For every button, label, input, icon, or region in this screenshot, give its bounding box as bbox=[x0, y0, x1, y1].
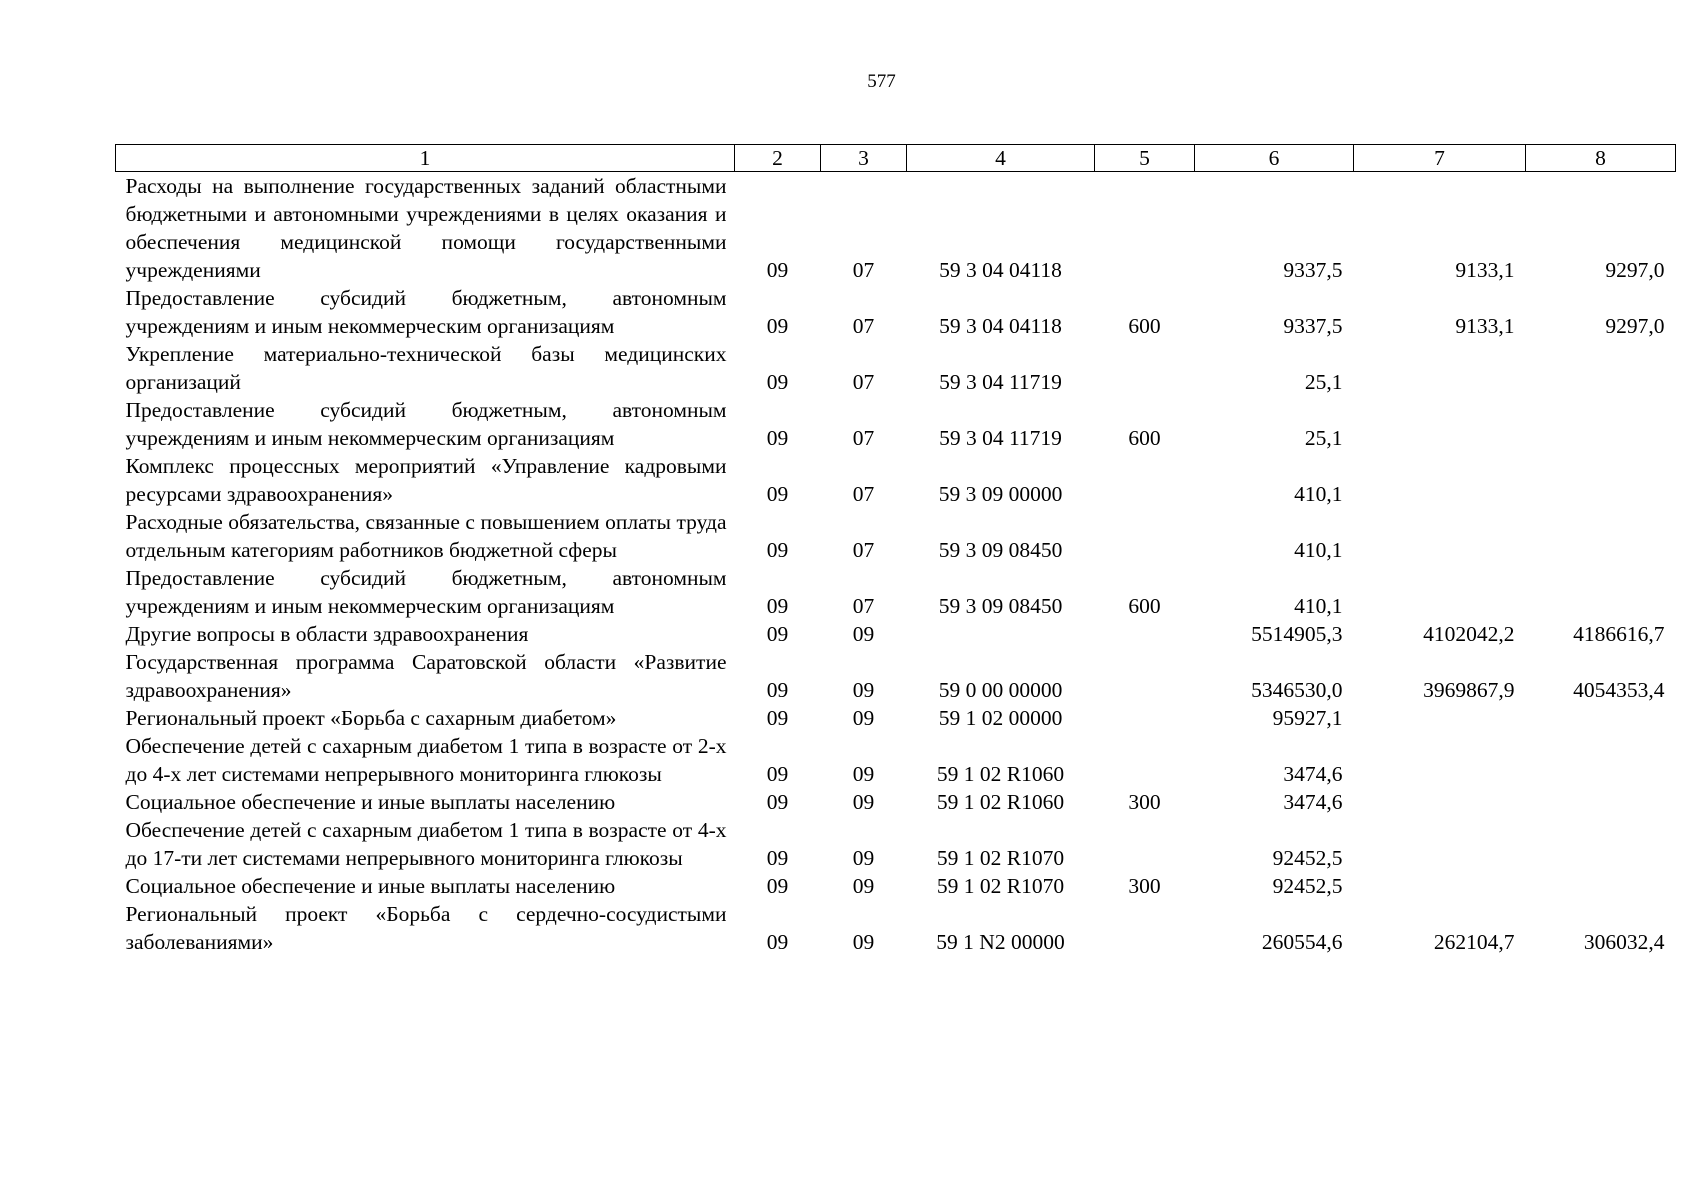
row-name: Региональный проект «Борьба с сердечно-сосудистыми заболеваниями» bbox=[125, 902, 727, 954]
row-target-article bbox=[907, 620, 1095, 648]
row-amount-col-8: 9297,0 bbox=[1605, 314, 1665, 338]
row-target-article: 59 1 02 R1060 bbox=[936, 762, 1065, 786]
row-target-article: 59 3 09 08450 bbox=[938, 594, 1063, 618]
row-target-article: 59 1 N2 00000 bbox=[936, 930, 1065, 954]
row-amount-col-7 bbox=[1354, 704, 1526, 732]
table-row bbox=[116, 452, 1676, 508]
row-subsection-code: 07 bbox=[852, 538, 875, 562]
row-amount-col-8: 4054353,4 bbox=[1573, 678, 1665, 702]
header-col-6: 6 bbox=[1195, 145, 1354, 172]
row-amount-col-6: 410,1 bbox=[1294, 482, 1343, 506]
row-section-code: 09 bbox=[766, 678, 789, 702]
row-expense-type: 300 bbox=[1128, 874, 1161, 898]
table-row bbox=[116, 284, 1676, 340]
row-target-article: 59 1 02 R1070 bbox=[936, 874, 1065, 898]
row-section-code: 09 bbox=[766, 594, 789, 618]
row-subsection-code: 07 bbox=[852, 314, 875, 338]
row-target-article: 59 3 04 11719 bbox=[939, 426, 1062, 450]
table-row bbox=[116, 508, 1676, 564]
row-subsection-code: 09 bbox=[852, 706, 875, 730]
row-amount-col-7: 9133,1 bbox=[1455, 314, 1515, 338]
row-section-code: 09 bbox=[766, 874, 789, 898]
row-expense-type bbox=[1095, 732, 1195, 788]
row-subsection-code: 07 bbox=[852, 594, 875, 618]
row-subsection-code: 09 bbox=[852, 846, 875, 870]
row-amount-col-6: 92452,5 bbox=[1272, 874, 1343, 898]
row-target-article: 59 3 09 00000 bbox=[938, 482, 1063, 506]
row-expense-type bbox=[1095, 340, 1195, 396]
row-target-article: 59 3 04 11719 bbox=[939, 370, 1062, 394]
table-body bbox=[116, 172, 1676, 957]
row-amount-col-7 bbox=[1354, 872, 1526, 900]
row-section-code: 09 bbox=[766, 706, 789, 730]
table-row bbox=[116, 648, 1676, 704]
row-amount-col-8: 306032,4 bbox=[1583, 930, 1665, 954]
row-expense-type bbox=[1095, 452, 1195, 508]
row-amount-col-8 bbox=[1526, 452, 1676, 508]
row-amount-col-6: 260554,6 bbox=[1261, 930, 1343, 954]
row-section-code: 09 bbox=[766, 622, 789, 646]
row-expense-type bbox=[1095, 816, 1195, 872]
row-amount-col-8: 4186616,7 bbox=[1573, 622, 1665, 646]
row-name: Региональный проект «Борьба с сахарным диабетом» bbox=[125, 706, 617, 730]
row-amount-col-7: 262104,7 bbox=[1433, 930, 1515, 954]
row-amount-col-6: 3474,6 bbox=[1283, 790, 1343, 814]
row-name: Расходы на выполнение государственных заданий областными бюджетными и автономными учреждениями в целях оказания и обеспечения медицинской помощи государственными учреждениями bbox=[125, 174, 727, 282]
table-row bbox=[116, 788, 1676, 816]
row-target-article: 59 1 02 R1070 bbox=[936, 846, 1065, 870]
row-amount-col-7: 3969867,9 bbox=[1423, 678, 1515, 702]
row-target-article: 59 3 09 08450 bbox=[938, 538, 1063, 562]
row-section-code: 09 bbox=[766, 538, 789, 562]
row-expense-type: 600 bbox=[1128, 426, 1161, 450]
row-name: Социальное обеспечение и иные выплаты населению bbox=[125, 874, 616, 898]
row-name: Предоставление субсидий бюджетным, автономным учреждениям и иным некоммерческим организациям bbox=[125, 398, 727, 450]
row-name: Другие вопросы в области здравоохранения bbox=[125, 622, 529, 646]
row-target-article: 59 1 02 R1060 bbox=[936, 790, 1065, 814]
row-amount-col-7 bbox=[1354, 340, 1526, 396]
row-target-article: 59 1 02 00000 bbox=[938, 706, 1063, 730]
row-amount-col-8 bbox=[1526, 340, 1676, 396]
row-amount-col-7 bbox=[1354, 508, 1526, 564]
row-amount-col-7 bbox=[1354, 816, 1526, 872]
row-amount-col-8 bbox=[1526, 704, 1676, 732]
row-amount-col-6: 5346530,0 bbox=[1251, 678, 1343, 702]
row-amount-col-6: 92452,5 bbox=[1272, 846, 1343, 870]
row-section-code: 09 bbox=[766, 846, 789, 870]
table-row bbox=[116, 620, 1676, 648]
row-subsection-code: 07 bbox=[852, 258, 875, 282]
row-subsection-code: 09 bbox=[852, 790, 875, 814]
header-col-5: 5 bbox=[1095, 145, 1195, 172]
row-amount-col-8 bbox=[1526, 816, 1676, 872]
table-row bbox=[116, 340, 1676, 396]
table-row bbox=[116, 732, 1676, 788]
row-name: Предоставление субсидий бюджетным, автономным учреждениям и иным некоммерческим организациям bbox=[125, 286, 727, 338]
row-amount-col-7: 4102042,2 bbox=[1423, 622, 1515, 646]
row-amount-col-7 bbox=[1354, 564, 1526, 620]
table-row bbox=[116, 564, 1676, 620]
row-amount-col-8 bbox=[1526, 508, 1676, 564]
row-expense-type: 300 bbox=[1128, 790, 1161, 814]
row-amount-col-6: 9337,5 bbox=[1283, 314, 1343, 338]
row-name: Обеспечение детей с сахарным диабетом 1 типа в возрасте от 2-х до 4-х лет системами непрерывного мониторинга глюкозы bbox=[125, 734, 727, 786]
row-amount-col-8 bbox=[1526, 564, 1676, 620]
row-amount-col-6: 25,1 bbox=[1304, 426, 1343, 450]
row-amount-col-6: 25,1 bbox=[1304, 370, 1343, 394]
row-subsection-code: 09 bbox=[852, 678, 875, 702]
row-name: Социальное обеспечение и иные выплаты населению bbox=[125, 790, 616, 814]
row-amount-col-8 bbox=[1526, 732, 1676, 788]
row-amount-col-7 bbox=[1354, 396, 1526, 452]
header-col-7: 7 bbox=[1354, 145, 1526, 172]
budget-table bbox=[115, 144, 1676, 956]
row-expense-type bbox=[1095, 900, 1195, 956]
row-section-code: 09 bbox=[766, 426, 789, 450]
row-amount-col-6: 5514905,3 bbox=[1251, 622, 1343, 646]
row-section-code: 09 bbox=[766, 790, 789, 814]
row-section-code: 09 bbox=[766, 258, 789, 282]
row-subsection-code: 09 bbox=[852, 762, 875, 786]
row-subsection-code: 09 bbox=[852, 622, 875, 646]
row-target-article: 59 0 00 00000 bbox=[938, 678, 1063, 702]
row-amount-col-6: 3474,6 bbox=[1283, 762, 1343, 786]
row-section-code: 09 bbox=[766, 482, 789, 506]
row-subsection-code: 07 bbox=[852, 426, 875, 450]
row-amount-col-8 bbox=[1526, 788, 1676, 816]
row-name: Обеспечение детей с сахарным диабетом 1 типа в возрасте от 4-х до 17-ти лет системами непрерывного мониторинга глюкозы bbox=[125, 818, 727, 870]
row-expense-type bbox=[1095, 508, 1195, 564]
header-col-4: 4 bbox=[907, 145, 1095, 172]
table-row bbox=[116, 900, 1676, 956]
row-name: Государственная программа Саратовской области «Развитие здравоохранения» bbox=[125, 650, 727, 702]
row-subsection-code: 07 bbox=[852, 370, 875, 394]
header-col-1: 1 bbox=[116, 145, 735, 172]
row-expense-type bbox=[1095, 172, 1195, 285]
header-col-3: 3 bbox=[821, 145, 907, 172]
table-row bbox=[116, 816, 1676, 872]
table-row bbox=[116, 172, 1676, 285]
row-target-article: 59 3 04 04118 bbox=[939, 258, 1062, 282]
row-section-code: 09 bbox=[766, 370, 789, 394]
row-subsection-code: 09 bbox=[852, 874, 875, 898]
row-expense-type bbox=[1095, 648, 1195, 704]
table-row bbox=[116, 872, 1676, 900]
row-amount-col-6: 410,1 bbox=[1294, 538, 1343, 562]
page-number: 577 bbox=[867, 71, 896, 92]
row-amount-col-7 bbox=[1354, 452, 1526, 508]
row-name: Укрепление материально-технической базы медицинских организаций bbox=[125, 342, 727, 394]
row-expense-type: 600 bbox=[1128, 314, 1161, 338]
table-row bbox=[116, 704, 1676, 732]
row-amount-col-6: 9337,5 bbox=[1283, 258, 1343, 282]
table-header bbox=[116, 145, 1676, 172]
row-target-article: 59 3 04 04118 bbox=[939, 314, 1062, 338]
row-amount-col-7 bbox=[1354, 788, 1526, 816]
row-amount-col-7 bbox=[1354, 732, 1526, 788]
row-name: Комплекс процессных мероприятий «Управление кадровыми ресурсами здравоохранения» bbox=[125, 454, 727, 506]
row-amount-col-8 bbox=[1526, 872, 1676, 900]
row-name: Расходные обязательства, связанные с повышением оплаты труда отдельным категориям работников бюджетной сферы bbox=[125, 510, 727, 562]
row-amount-col-6: 95927,1 bbox=[1272, 706, 1343, 730]
row-amount-col-8 bbox=[1526, 396, 1676, 452]
table-row bbox=[116, 396, 1676, 452]
header-col-2: 2 bbox=[735, 145, 821, 172]
row-expense-type: 600 bbox=[1128, 594, 1161, 618]
row-expense-type bbox=[1095, 620, 1195, 648]
row-name: Предоставление субсидий бюджетным, автономным учреждениям и иным некоммерческим организациям bbox=[125, 566, 727, 618]
row-section-code: 09 bbox=[766, 762, 789, 786]
header-row bbox=[116, 145, 1676, 172]
row-amount-col-6: 410,1 bbox=[1294, 594, 1343, 618]
row-subsection-code: 09 bbox=[852, 930, 875, 954]
header-col-8: 8 bbox=[1526, 145, 1676, 172]
row-amount-col-7: 9133,1 bbox=[1455, 258, 1515, 282]
row-expense-type bbox=[1095, 704, 1195, 732]
row-amount-col-8: 9297,0 bbox=[1605, 258, 1665, 282]
row-section-code: 09 bbox=[766, 314, 789, 338]
row-section-code: 09 bbox=[766, 930, 789, 954]
row-subsection-code: 07 bbox=[852, 482, 875, 506]
